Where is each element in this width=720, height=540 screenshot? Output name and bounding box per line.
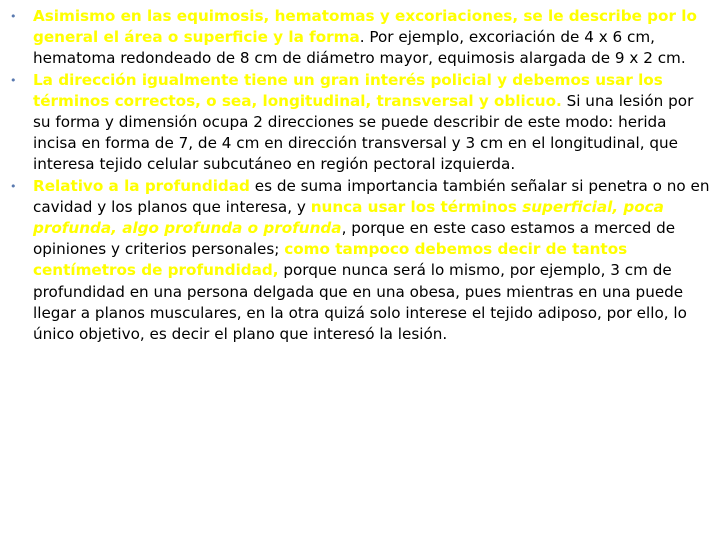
body-text: porque nunca será lo mismo, por ejemplo, 3 cm de profundidad en una persona delgada que en una obesa, pues mientras en una puede llegar a planos musculares, en la otra quizá solo interese el tejido adiposo, por ello, lo único objetivo, es decir el plano que interesó la lesión. <box>33 261 687 344</box>
highlight-text: La dirección igualmente tiene un gran interés policial y debemos usar los términos correctos, o sea, longitudinal, transversal y oblicuo. <box>33 70 663 110</box>
bullet-item-area-forma <box>10 6 714 70</box>
bullet-icon: • <box>10 10 17 23</box>
bullet-list <box>10 6 714 345</box>
highlight-text: Relativo a la profundidad <box>33 176 250 195</box>
slide-content <box>10 6 714 345</box>
bullet-icon: • <box>10 73 17 87</box>
body-text: Si una lesión por su forma y dimensión ocupa 2 direcciones se puede describir de este modo: herida incisa en forma de 7, de 4 cm en dirección transversal y 3 cm en el longitudinal, que interesa tejido celular subcutáneo en región pectoral izquierda. <box>33 91 694 174</box>
highlight-text: Asimismo en las equimosis, hematomas y excoriaciones, se le describe por lo general el área o superficie y la forma <box>33 7 697 47</box>
body-text: . Por ejemplo, excoriación de 4 x 6 cm, hematoma redondeado de 8 cm de diámetro mayor, equimosis alargada de 9 x 2 cm. <box>33 28 686 68</box>
bullet-icon: • <box>10 179 17 193</box>
bullet-item-profundidad <box>10 176 714 346</box>
highlight-text: nunca usar los términos <box>310 197 523 216</box>
highlight-text: como tampoco debemos decir de tantos centímetros de profundidad, <box>33 240 628 280</box>
bullet-item-direccion <box>10 70 714 176</box>
body-text: es de suma importancia también señalar si penetra o no en cavidad y los planos que interesa, y <box>33 176 710 216</box>
body-text: , porque en este caso estamos a merced de opiniones y criterios personales; <box>33 219 676 259</box>
highlight-italic-text: superficial, poca profunda, algo profunda o profunda <box>33 197 664 238</box>
